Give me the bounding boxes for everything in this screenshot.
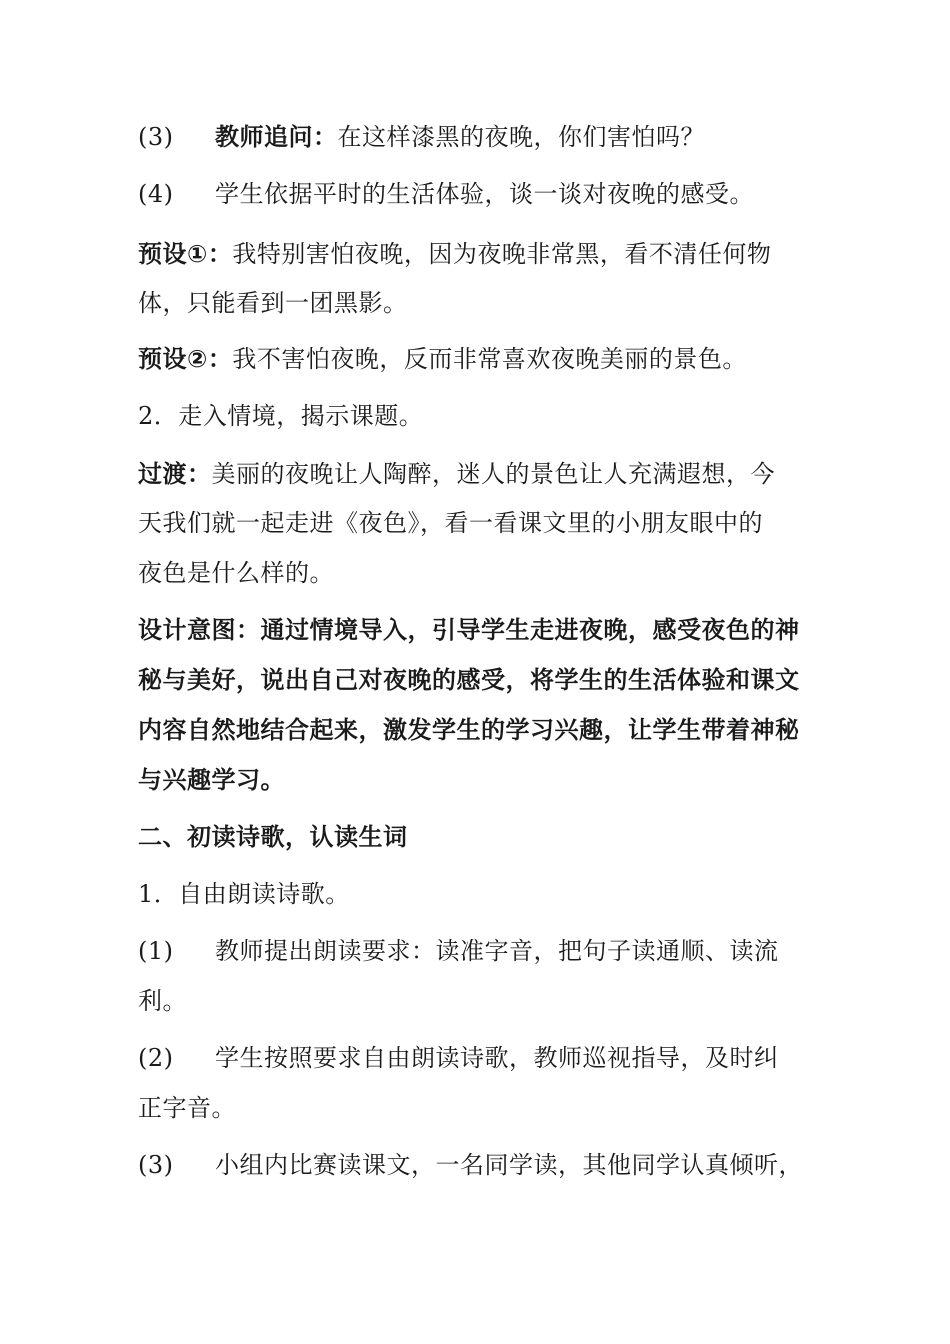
line-text: 夜色是什么样的。 bbox=[138, 559, 334, 587]
paragraph-line bbox=[138, 344, 747, 374]
design-intent-line bbox=[138, 765, 285, 795]
paragraph-line bbox=[138, 401, 423, 431]
line-text: 我特别害怕夜晚，因为夜晚非常黑，看不清任何物 bbox=[232, 240, 772, 268]
line-text: 学生依据平时的生活体验，谈一谈对夜晚的感受。 bbox=[215, 180, 754, 208]
paragraph-line bbox=[138, 1043, 779, 1073]
paragraph-line bbox=[138, 122, 705, 152]
heading-text: 二、初读诗歌，认读生词 bbox=[138, 823, 408, 851]
paragraph-line bbox=[138, 936, 779, 966]
paragraph-line bbox=[138, 179, 754, 209]
design-intent-line bbox=[138, 715, 800, 745]
line-text: 1．自由朗读诗歌。 bbox=[138, 880, 350, 908]
line-text: 内容自然地结合起来，激发学生的学习兴趣，让学生带着神秘 bbox=[138, 716, 800, 744]
line-text: 天我们就一起走进《夜色》，看一看课文里的小朋友眼中的 bbox=[138, 509, 763, 537]
line-text: 教师提出朗读要求：读准字音，把句子读通顺、读流 bbox=[215, 937, 779, 965]
line-text: 与兴趣学习。 bbox=[138, 766, 285, 794]
paragraph-line bbox=[138, 986, 187, 1016]
line-text: 在这样漆黑的夜晚，你们害怕吗？ bbox=[337, 123, 705, 151]
paragraph-line bbox=[138, 459, 775, 489]
paragraph-line bbox=[138, 1150, 803, 1180]
line-text: 美丽的夜晚让人陶醉，迷人的景色让人充满遐想，今 bbox=[211, 460, 775, 488]
paragraph-line bbox=[138, 508, 763, 538]
line-text: 秘与美好，说出自己对夜晚的感受，将学生的生活体验和课文 bbox=[138, 666, 800, 694]
paragraph-line bbox=[138, 558, 334, 588]
design-intent-line bbox=[138, 615, 800, 645]
section-heading bbox=[138, 822, 408, 852]
bold-label: 过渡： bbox=[138, 460, 212, 488]
bold-label: 预设①： bbox=[138, 240, 233, 268]
paragraph-line bbox=[138, 239, 771, 269]
paragraph-line bbox=[138, 879, 350, 909]
line-text: 设计意图：通过情境导入，引导学生走进夜晚，感受夜色的神 bbox=[138, 616, 800, 644]
paragraph-line bbox=[138, 288, 408, 318]
line-text: 利。 bbox=[138, 987, 187, 1015]
list-number: (2) bbox=[138, 1044, 174, 1072]
bold-label: 教师追问： bbox=[215, 123, 338, 151]
line-text: 2．走入情境，揭示课题。 bbox=[138, 402, 424, 430]
list-number: (4) bbox=[138, 180, 174, 208]
line-text: 我不害怕夜晚，反而非常喜欢夜晚美丽的景色。 bbox=[232, 345, 747, 373]
line-text: 体，只能看到一团黑影。 bbox=[138, 289, 408, 317]
design-intent-line bbox=[138, 665, 800, 695]
bold-label: 预设②： bbox=[138, 345, 233, 373]
line-text: 学生按照要求自由朗读诗歌，教师巡视指导，及时纠 bbox=[215, 1044, 779, 1072]
list-number: (3) bbox=[138, 123, 174, 151]
list-number: (3) bbox=[138, 1151, 174, 1179]
paragraph-line bbox=[138, 1093, 236, 1123]
list-number: (1) bbox=[138, 937, 174, 965]
line-text: 正字音。 bbox=[138, 1094, 236, 1122]
line-text: 小组内比赛读课文，一名同学读，其他同学认真倾听， bbox=[215, 1151, 803, 1179]
